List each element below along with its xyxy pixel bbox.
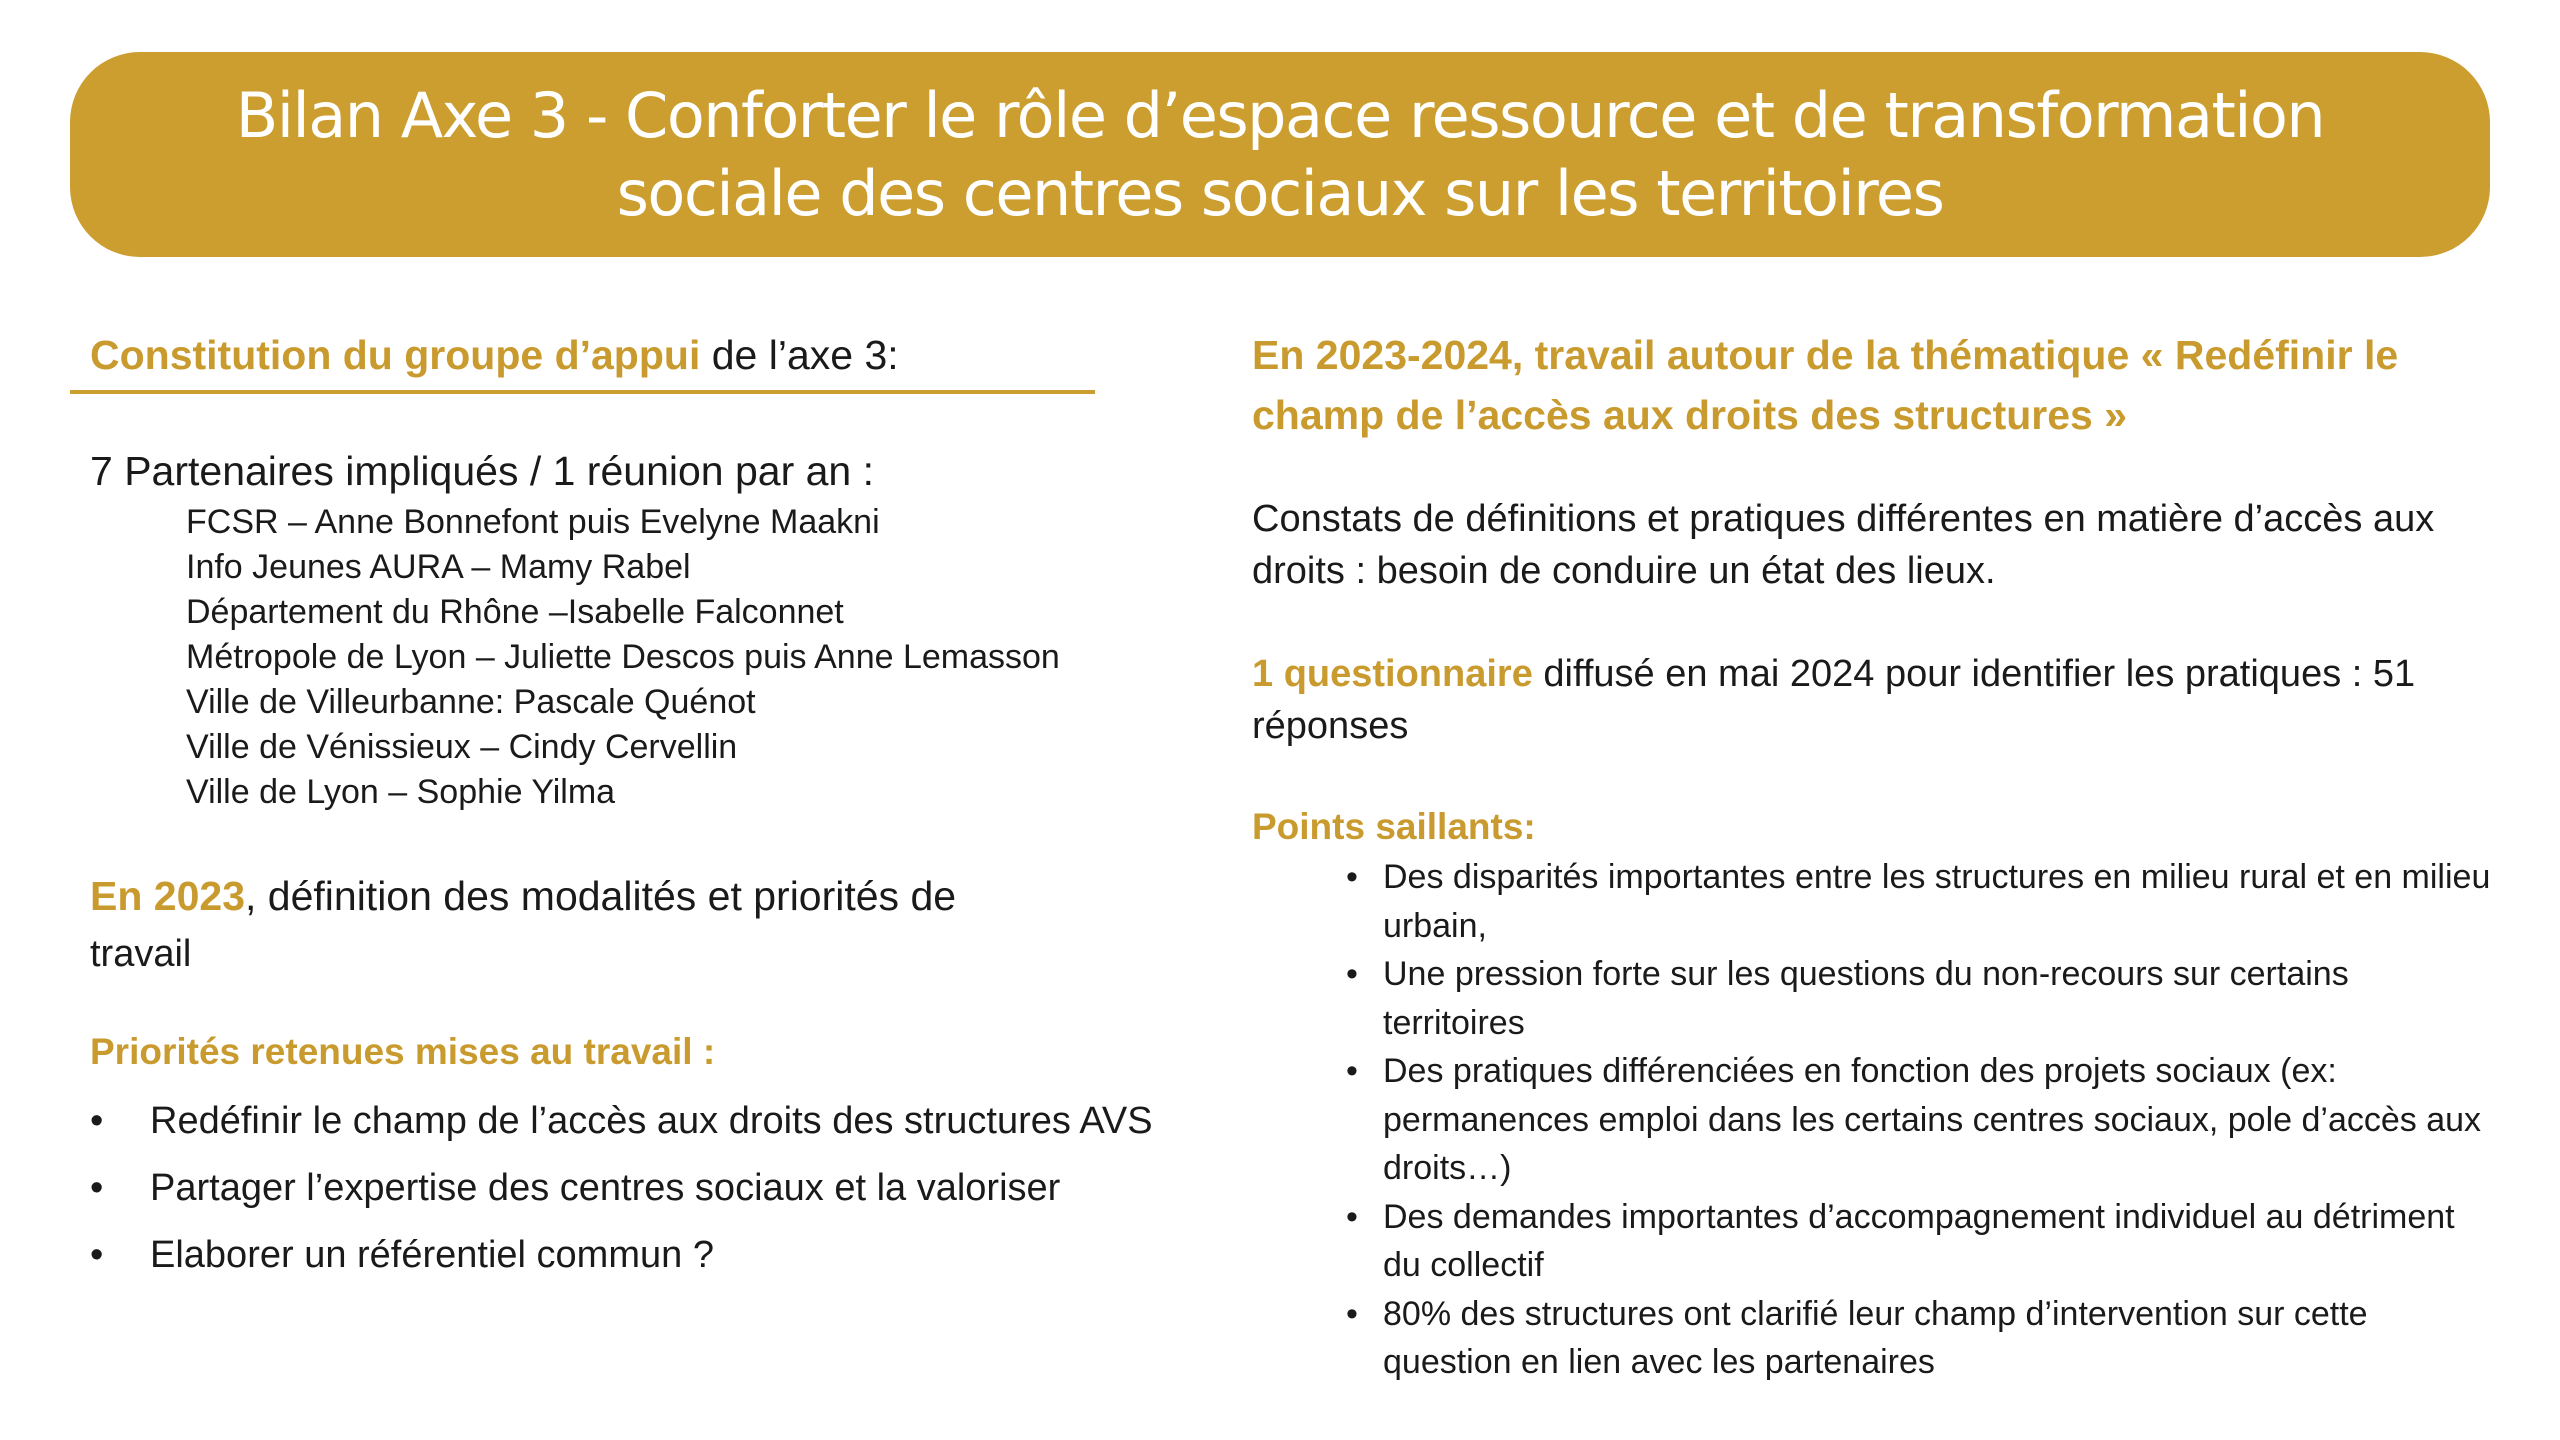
partner-item: Département du Rhône –Isabelle Falconnet	[186, 593, 844, 631]
banner-title-line-1: Bilan Axe 3 - Conforter le rôle d’espace ressource et de transformation	[235, 78, 2325, 152]
partner-item: Ville de Vénissieux – Cindy Cervellin	[186, 728, 738, 766]
partner-item: Info Jeunes AURA – Mamy Rabel	[186, 548, 691, 586]
partner-item: Ville de Villeurbanne: Pascale Quénot	[186, 683, 756, 721]
partner-item: Métropole de Lyon – Juliette Descos puis Anne Lemasson	[186, 638, 1060, 676]
points-title: Points saillants:	[1252, 806, 1536, 847]
year-rest: , définition des modalités et priorités de	[245, 873, 957, 919]
questionnaire-paragraph	[1252, 648, 2492, 752]
point-item: • 80% des structures ont clarifié leur champ d’intervention sur cette question en lien avec les partenaires	[1346, 1290, 2496, 1387]
points-list	[1346, 853, 2496, 1387]
right-title: En 2023-2024, travail autour de la thématique « Redéfinir le champ de l’accès aux droits des structures »	[1252, 332, 2399, 438]
group-heading-highlight: Constitution du groupe d’appui	[90, 332, 701, 378]
questionnaire-highlight: 1 questionnaire	[1252, 653, 1533, 695]
partners-heading: 7 Partenaires impliqués / 1 réunion par an :	[90, 448, 875, 494]
group-heading	[90, 325, 1180, 385]
point-item: • Des disparités importantes entre les structures en milieu rural et en milieu urbain,	[1346, 853, 2496, 950]
point-item: • Une pression forte sur les questions du non-recours sur certains territoires	[1346, 950, 2496, 1047]
point-item: • Des pratiques différenciées en fonction des projets sociaux (ex: permanences emploi dans les certains centres sociaux, pole d’accès aux droits…)	[1346, 1047, 2496, 1193]
partner-item: Ville de Lyon – Sophie Yilma	[186, 773, 616, 811]
priorities-list	[90, 1095, 1190, 1296]
point-item: • Des demandes importantes d’accompagnement individuel au détriment du collectif	[1346, 1193, 2496, 1290]
priority-item: • Elaborer un référentiel commun ?	[90, 1229, 1190, 1281]
partner-list	[186, 500, 1060, 815]
year-highlight: En 2023	[90, 873, 245, 919]
heading-underline	[70, 390, 1095, 394]
banner-title-line-2: sociale des centres sociaux sur les territoires	[616, 156, 1944, 230]
priority-item: • Partager l’expertise des centres sociaux et la valoriser	[90, 1162, 1190, 1214]
priority-item: • Redéfinir le champ de l’accès aux droits des structures AVS	[90, 1095, 1190, 1147]
title-banner	[70, 52, 2490, 257]
year-rest-2: travail	[90, 933, 192, 975]
priorities-title: Priorités retenues mises au travail :	[90, 1031, 716, 1072]
constats-paragraph: Constats de définitions et pratiques différentes en matière d’accès aux droits : besoin de conduire un état des lieux.	[1252, 498, 2435, 592]
partner-item: FCSR – Anne Bonnefont puis Evelyne Maakni	[186, 503, 880, 541]
group-heading-rest: de l’axe 3:	[700, 332, 899, 378]
questionnaire-rest: diffusé en mai 2024 pour identifier les pratiques : 51 réponses	[1252, 653, 2416, 747]
year-2023-paragraph	[90, 868, 1190, 982]
